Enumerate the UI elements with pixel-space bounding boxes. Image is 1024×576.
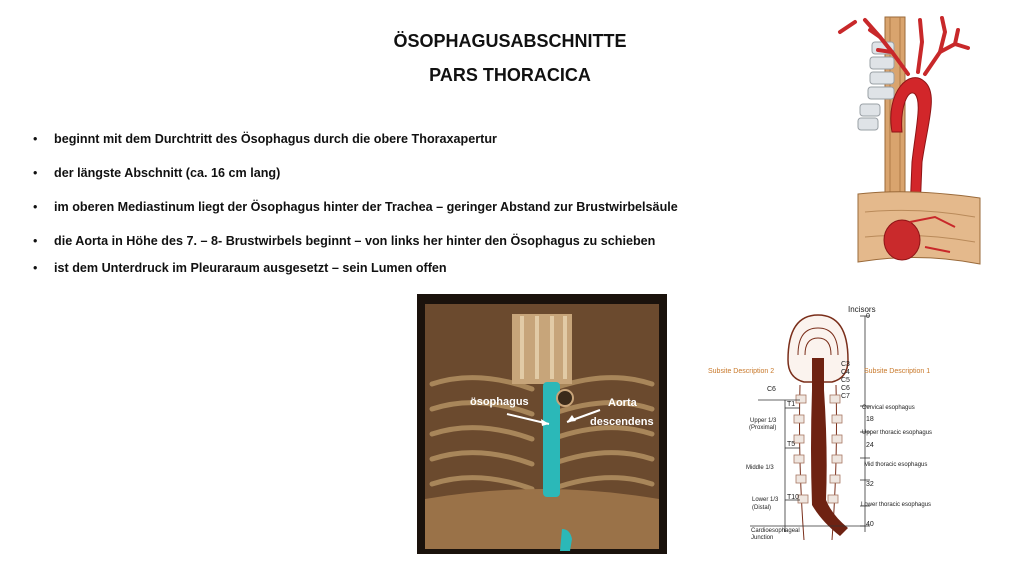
middle-third-label: Middle 1/3 (746, 465, 774, 471)
scale-24: 24 (866, 442, 874, 449)
slide-subtitle: PARS THORACICA (429, 65, 591, 85)
bullet-text: beginnt mit dem Durchtritt des Ösophagus durch die obere Thoraxapertur (54, 132, 497, 146)
t1-label: T1 (787, 401, 796, 408)
subsite1-label: Subsite Description 1 (864, 368, 931, 375)
c7-label: C7 (841, 393, 850, 400)
lower-thoracic-label: Lower thoracic esophagus (861, 502, 932, 508)
bullet-dot: • (33, 261, 38, 275)
aorta-label: Aorta (608, 397, 637, 409)
scale-32: 32 (866, 481, 874, 488)
cardio-label: Cardioesophageal (751, 528, 800, 534)
incisors-label: Incisors (848, 305, 876, 314)
esophagus-segments-diagram (700, 300, 970, 555)
c3-label: C3 (841, 361, 850, 368)
c6-label: C6 (841, 385, 850, 392)
lower-third-label: Lower 1/3 (752, 497, 779, 503)
subsite2-label: Subsite Description 2 (708, 368, 775, 375)
upper-third-label: Upper 1/3 (750, 418, 777, 424)
upper-thoracic-label: Upper thoracic esophagus (862, 430, 933, 436)
bullet-dot: • (33, 166, 38, 180)
aorta-illustration (830, 12, 990, 274)
mid-thoracic-label: Mid thoracic esophagus (864, 462, 928, 468)
bullet-text: im oberen Mediastinum liegt der Ösophagus hinter der Trachea – geringer Abstand zur Brustwirbelsäule (54, 200, 678, 214)
t10-label: T10 (787, 494, 800, 501)
cervical-label: Cervical esophagus (862, 405, 915, 411)
scale-0: 0 (866, 313, 870, 320)
c5-label: C5 (841, 377, 850, 384)
t5-label: T5 (787, 441, 796, 448)
scale-40: 40 (866, 521, 874, 528)
distal-label: (Distal) (752, 505, 771, 511)
aorta-label-2: descendens (590, 416, 654, 428)
slide-title: ÖSOPHAGUSABSCHNITTE (393, 31, 627, 51)
c4-label: C4 (841, 369, 850, 376)
esophagus-label: ösophagus (470, 396, 529, 408)
proximal-label: (Proximal) (749, 425, 777, 431)
bullet-dot: • (33, 200, 38, 214)
scale-18: 18 (866, 416, 874, 423)
bullet-dot: • (33, 132, 38, 146)
bullet-text: ist dem Unterdruck im Pleuraraum ausgesetzt – sein Lumen offen (54, 261, 447, 275)
bullet-dot: • (33, 234, 38, 248)
bullet-text: der längste Abschnitt (ca. 16 cm lang) (54, 166, 281, 180)
junction-label: Junction (751, 535, 774, 541)
bullet-text: die Aorta in Höhe des 7. – 8- Brustwirbels beginnt – von links her hinter den Ösophagus zu schieben (54, 234, 656, 248)
c6-left-label: C6 (767, 386, 776, 393)
